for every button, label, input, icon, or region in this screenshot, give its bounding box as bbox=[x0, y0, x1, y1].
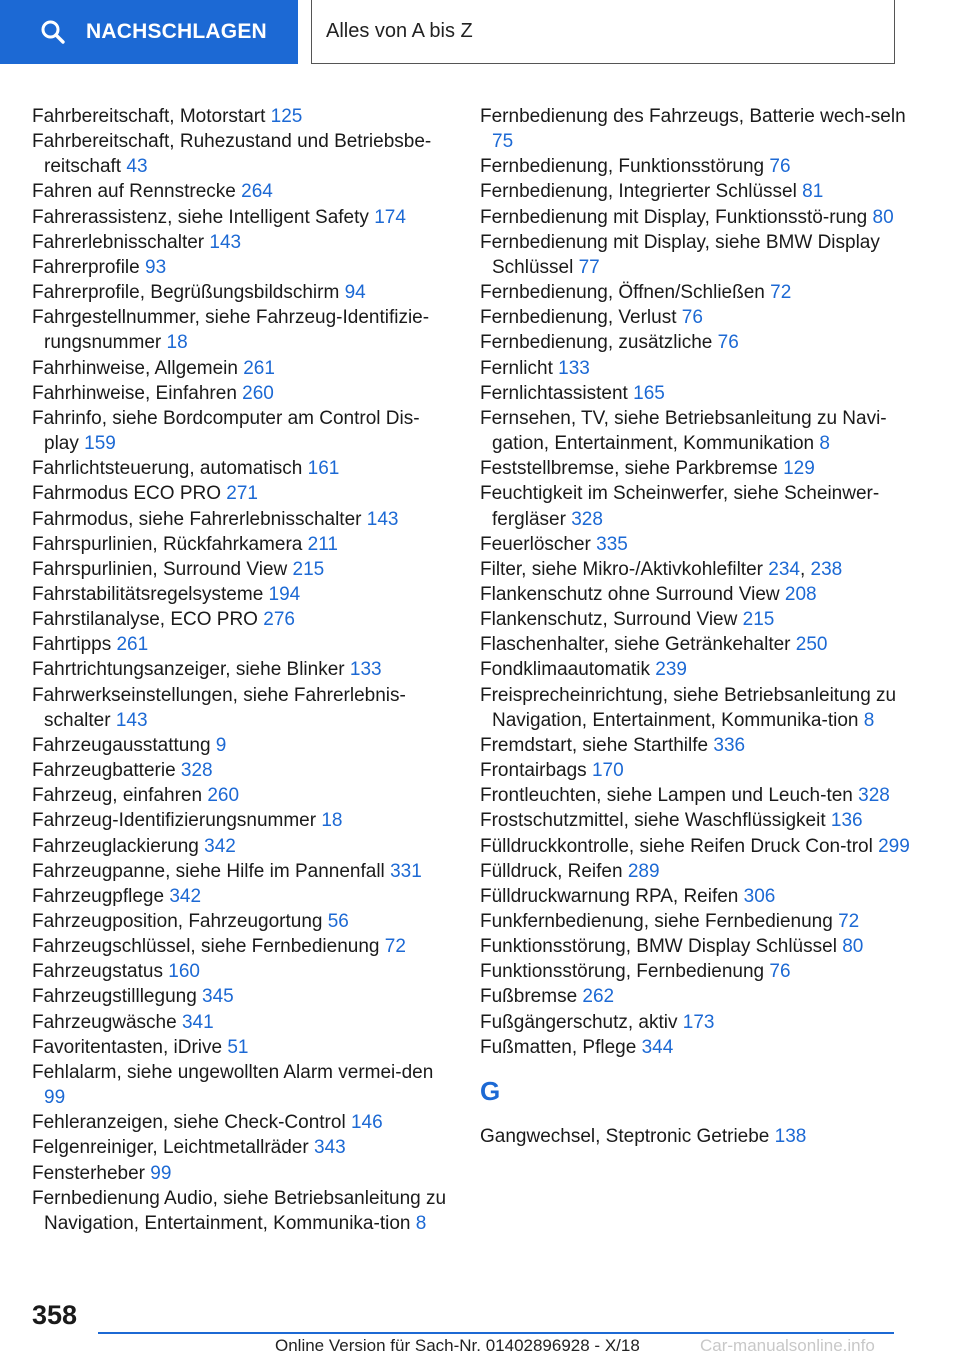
index-entry bbox=[480, 909, 910, 934]
index-entry bbox=[480, 381, 910, 406]
index-entry-term: Fahrbereitschaft, Ruhezustand und Betriebsbe-reitschaft bbox=[32, 131, 432, 178]
index-entry-term: Fernbedienung, zusätzliche bbox=[480, 332, 718, 354]
index-entry bbox=[32, 607, 452, 632]
index-entry-term: Fahrstabilitätsregelsysteme bbox=[32, 583, 269, 605]
index-entry-term: Fahren auf Rennstrecke bbox=[32, 181, 242, 203]
index-entry bbox=[480, 959, 910, 984]
index-entry bbox=[480, 1124, 910, 1149]
index-entry bbox=[480, 154, 910, 179]
page-reference-link[interactable]: 208 bbox=[784, 583, 817, 605]
index-entry-term: Fahrmodus ECO PRO bbox=[32, 483, 227, 505]
index-entry-term: Fülldruckkontrolle, siehe Reifen Druck Con-trol bbox=[480, 835, 879, 857]
index-entry-term: Fahrmodus, siehe Fahrerlebnisschalter bbox=[32, 508, 367, 530]
page-reference-link[interactable]: 125 bbox=[270, 106, 303, 127]
page-reference-link[interactable]: 8 bbox=[863, 709, 875, 731]
index-entry-term: Fahrerlebnisschalter bbox=[32, 231, 210, 253]
page-reference-link[interactable]: 342 bbox=[169, 885, 202, 907]
index-entry bbox=[480, 1035, 910, 1060]
page-reference-link[interactable]: 76 bbox=[681, 307, 703, 329]
index-entry bbox=[480, 859, 910, 884]
page-number: 358 bbox=[32, 1300, 78, 1330]
index-entry bbox=[32, 356, 452, 381]
page-reference-link[interactable]: 260 bbox=[242, 382, 274, 404]
index-entry bbox=[32, 683, 452, 733]
page-separator: , bbox=[799, 558, 811, 580]
page-reference-link[interactable]: 264 bbox=[241, 181, 273, 203]
index-entry-term: Fahrtipps bbox=[32, 634, 117, 656]
index-entry bbox=[32, 456, 452, 481]
page-reference-link[interactable]: 99 bbox=[44, 1087, 66, 1109]
index-entry-term: Fahrerprofile bbox=[32, 256, 145, 278]
index-entry-term: Fülldruckwarnung RPA, Reifen bbox=[480, 885, 744, 907]
page-reference-link[interactable]: 8 bbox=[415, 1212, 427, 1234]
index-entry bbox=[480, 456, 910, 481]
index-entry bbox=[32, 1060, 452, 1110]
index-entry-term: Fernbedienung, Integrierter Schlüssel bbox=[480, 181, 803, 203]
index-entry-term: Fernbedienung mit Display, Funktionsstö-rung bbox=[480, 206, 873, 228]
page-reference-link[interactable]: 173 bbox=[682, 1011, 715, 1033]
page-reference-link[interactable]: 343 bbox=[314, 1137, 346, 1159]
index-entry-term: Fahrzeug, einfahren bbox=[32, 785, 208, 807]
index-entry bbox=[480, 205, 910, 230]
watermark: Car-manualsonline.info bbox=[700, 1336, 875, 1355]
index-entry-term: Fahrzeugposition, Fahrzeugortung bbox=[32, 911, 328, 932]
index-entry bbox=[480, 406, 910, 456]
index-entry bbox=[480, 582, 910, 607]
page-reference-link[interactable]: 261 bbox=[243, 357, 275, 379]
index-entry-term: Fehlalarm, siehe ungewollten Alarm vermei-den bbox=[32, 1061, 434, 1083]
index-entry bbox=[480, 984, 910, 1009]
index-entry bbox=[480, 632, 910, 657]
index-entry-term: Fahrerprofile, Begrüßungsbildschirm bbox=[32, 282, 345, 304]
index-entry-term: Fernsehen, TV, siehe Betriebsanleitung zu Navi-gation, Entertainment, Kommunikation bbox=[480, 407, 887, 455]
index-entry bbox=[480, 1010, 910, 1035]
section-g-entries bbox=[480, 1124, 910, 1149]
section-tab[interactable] bbox=[311, 0, 895, 64]
index-entry-term: Fülldruck, Reifen bbox=[480, 860, 628, 882]
index-entry-term: Funkfernbedienung, siehe Fernbedienung bbox=[480, 911, 839, 932]
page-reference-link[interactable]: 261 bbox=[116, 634, 149, 656]
page-reference-link[interactable]: 80 bbox=[872, 206, 894, 228]
page-reference-link[interactable]: 344 bbox=[641, 1036, 674, 1058]
page-reference-link[interactable]: 250 bbox=[795, 634, 828, 656]
index-entry-term: Fußgängerschutz, aktiv bbox=[480, 1011, 683, 1033]
page-reference-link[interactable]: 51 bbox=[227, 1036, 249, 1058]
index-entry-term: Fernbedienung, Verlust bbox=[480, 307, 682, 329]
index-entry bbox=[32, 104, 452, 129]
index-entry-term: Fahrzeugpflege bbox=[32, 885, 170, 907]
index-entry-term: Fahrerassistenz, siehe Intelligent Safety bbox=[32, 206, 375, 228]
index-entry-term: Gangwechsel, Steptronic Getriebe bbox=[480, 1125, 775, 1147]
index-entry-term: Flankenschutz ohne Surround View bbox=[480, 583, 785, 605]
page-reference-link[interactable]: 8 bbox=[819, 433, 830, 455]
index-entry bbox=[32, 582, 452, 607]
index-entry-term: Feuchtigkeit im Scheinwerfer, siehe Scheinwer-fergläser bbox=[480, 483, 880, 530]
index-entry-term: Fahrinfo, siehe Bordcomputer am Control Dis-play bbox=[32, 407, 420, 455]
index-entry bbox=[32, 1135, 452, 1160]
index-entry bbox=[480, 230, 910, 280]
index-entry-term: Fensterheber bbox=[32, 1162, 151, 1184]
nav-tab-label: NACHSCHLAGEN bbox=[86, 20, 267, 43]
index-entry bbox=[32, 657, 452, 682]
index-entry bbox=[480, 834, 910, 859]
page-reference-link[interactable]: 80 bbox=[842, 936, 864, 958]
index-entry bbox=[480, 607, 910, 632]
page-reference-link[interactable]: 328 bbox=[858, 785, 890, 807]
index-entry bbox=[32, 1161, 452, 1186]
page-reference-link[interactable]: 238 bbox=[810, 558, 843, 580]
page-reference-link[interactable]: 56 bbox=[327, 911, 349, 932]
page-reference-link[interactable]: 136 bbox=[830, 810, 863, 832]
index-entry-term: Fahrzeugwäsche bbox=[32, 1011, 182, 1033]
page-reference-link[interactable]: 146 bbox=[350, 1112, 383, 1134]
index-entry-term: Favoritentasten, iDrive bbox=[32, 1036, 228, 1058]
index-entry bbox=[32, 884, 452, 909]
index-entry-term: Feuerlöscher bbox=[480, 533, 597, 555]
index-entry bbox=[480, 557, 910, 582]
index-entry-term: Funktionsstörung, Fernbedienung bbox=[480, 961, 770, 983]
page-reference-link[interactable]: 43 bbox=[126, 156, 148, 178]
index-entry-term: Fahrgestellnummer, siehe Fahrzeug-Identifizie-rungsnummer bbox=[32, 307, 430, 354]
index-entry bbox=[480, 758, 910, 783]
page-reference-link[interactable]: 129 bbox=[783, 458, 815, 480]
page-reference-link[interactable]: 194 bbox=[268, 583, 301, 605]
index-entry bbox=[480, 356, 910, 381]
page-reference-link[interactable]: 143 bbox=[366, 508, 399, 530]
index-entry bbox=[32, 632, 452, 657]
page-reference-link[interactable]: 271 bbox=[226, 483, 258, 505]
page-reference-link[interactable]: 335 bbox=[596, 533, 628, 555]
page-reference-link[interactable]: 306 bbox=[743, 885, 776, 907]
page-reference-link[interactable]: 93 bbox=[145, 256, 167, 278]
index-entry-term: Fahrzeugausstattung bbox=[32, 734, 216, 756]
index-entry bbox=[32, 557, 452, 582]
index-entry bbox=[32, 1010, 452, 1035]
index-entry bbox=[32, 406, 452, 456]
index-entry bbox=[32, 381, 452, 406]
page-header bbox=[0, 0, 960, 66]
index-entry-term: Fernbedienung Audio, siehe Betriebsanleitung zu Navigation, Entertainment, Kommunika-tion bbox=[32, 1187, 447, 1234]
page-reference-link[interactable]: 76 bbox=[769, 156, 791, 178]
index-entry bbox=[480, 280, 910, 305]
index-entry-term: Feststellbremse, siehe Parkbremse bbox=[480, 458, 784, 480]
index-entry-term: Fremdstart, siehe Starthilfe bbox=[480, 734, 714, 756]
page-reference-link[interactable]: 161 bbox=[307, 458, 340, 480]
index-entry bbox=[32, 733, 452, 758]
index-entry bbox=[32, 255, 452, 280]
index-entry bbox=[32, 230, 452, 255]
index-entry-term: Fahrwerkseinstellungen, siehe Fahrerlebnis-schalter bbox=[32, 684, 406, 731]
index-entry-term: Fernbedienung, Öffnen/Schließen bbox=[480, 282, 771, 304]
index-entry bbox=[32, 984, 452, 1009]
section-title: Alles von A bis Z bbox=[326, 20, 473, 42]
index-entry-term: Freisprecheinrichtung, siehe Betriebsanleitung zu Navigation, Entertainment, Kommunika-tion bbox=[480, 684, 897, 731]
index-entry bbox=[32, 758, 452, 783]
page-reference-link[interactable]: 81 bbox=[802, 181, 824, 203]
section-letter-g: G bbox=[480, 1075, 501, 1106]
index-entry-term: Flaschenhalter, siehe Getränkehalter bbox=[480, 634, 796, 656]
page-reference-link[interactable]: 165 bbox=[633, 382, 665, 404]
page-reference-link[interactable]: 72 bbox=[770, 282, 792, 304]
page-reference-link[interactable]: 72 bbox=[838, 911, 860, 932]
page-reference-link[interactable]: 328 bbox=[571, 508, 603, 530]
page-reference-link[interactable]: 341 bbox=[181, 1011, 214, 1033]
page-reference-link[interactable]: 215 bbox=[292, 558, 325, 580]
index-entry bbox=[480, 481, 910, 531]
page-reference-link[interactable]: 94 bbox=[344, 282, 366, 304]
index-entry bbox=[32, 934, 452, 959]
page-reference-link[interactable]: 9 bbox=[215, 734, 227, 756]
index-entry bbox=[32, 532, 452, 557]
index-entry-term: Funktionsstörung, BMW Display Schlüssel bbox=[480, 936, 843, 958]
page-reference-link[interactable]: 289 bbox=[627, 860, 660, 882]
index-entry-term: Fernlicht bbox=[480, 357, 559, 379]
page-reference-link[interactable]: 143 bbox=[115, 709, 148, 731]
index-entry bbox=[32, 1186, 452, 1236]
footer-divider bbox=[98, 1332, 894, 1334]
page-reference-link[interactable]: 160 bbox=[168, 961, 200, 983]
page-reference-link[interactable]: 328 bbox=[180, 760, 213, 782]
index-entry-term: Fondklimaautomatik bbox=[480, 659, 656, 681]
index-entry bbox=[480, 783, 910, 808]
index-column-right bbox=[480, 104, 910, 1149]
index-entry bbox=[32, 305, 452, 355]
index-entry bbox=[32, 783, 452, 808]
index-entry bbox=[480, 104, 910, 154]
right-entries bbox=[480, 104, 910, 1060]
page-reference-link[interactable]: 276 bbox=[263, 609, 295, 631]
page-reference-link[interactable]: 215 bbox=[742, 609, 775, 631]
index-entry bbox=[480, 884, 910, 909]
page-reference-link[interactable]: 143 bbox=[209, 231, 242, 253]
index-entry bbox=[480, 808, 910, 833]
page-reference-link[interactable]: 76 bbox=[769, 961, 791, 983]
index-entry bbox=[32, 179, 452, 204]
page-reference-link[interactable]: 99 bbox=[150, 1162, 172, 1184]
index-entry-term: Fahrstilanalyse, ECO PRO bbox=[32, 609, 264, 631]
index-column-left bbox=[32, 104, 452, 1236]
index-entry-term: Flankenschutz, Surround View bbox=[480, 609, 743, 631]
page-reference-link[interactable]: 75 bbox=[492, 131, 514, 153]
page-reference-link[interactable]: 239 bbox=[655, 659, 687, 681]
index-entry bbox=[32, 205, 452, 230]
index-entry-term: Fahrzeug-Identifizierungsnummer bbox=[32, 810, 322, 832]
index-entry bbox=[32, 859, 452, 884]
index-entry bbox=[480, 305, 910, 330]
page-reference-link[interactable]: 138 bbox=[774, 1125, 807, 1147]
index-entry-term: Fahrspurlinien, Surround View bbox=[32, 558, 293, 580]
index-entry-term: Fernbedienung, Funktionsstörung bbox=[480, 156, 770, 178]
page-reference-link[interactable]: 76 bbox=[717, 332, 739, 354]
page-reference-link[interactable]: 133 bbox=[558, 357, 590, 379]
index-entry-term: Frostschutzmittel, siehe Waschflüssigkeit bbox=[480, 810, 831, 832]
page-reference-link[interactable]: 331 bbox=[390, 860, 422, 882]
index-entry bbox=[32, 481, 452, 506]
index-entry-term: Felgenreiniger, Leichtmetallräder bbox=[32, 1137, 314, 1159]
page-reference-link[interactable]: 299 bbox=[878, 835, 910, 857]
index-entry-term: Fußbremse bbox=[480, 986, 583, 1008]
page-reference-link[interactable]: 345 bbox=[202, 986, 234, 1008]
index-entry-term: Fahrzeugschlüssel, siehe Fernbedienung bbox=[32, 936, 385, 958]
page-reference-link[interactable]: 133 bbox=[349, 659, 382, 681]
index-entry bbox=[480, 330, 910, 355]
index-entry-term: Frontairbags bbox=[480, 760, 592, 782]
index-entry-term: Filter, siehe Mikro-/Aktivkohlefilter bbox=[480, 558, 769, 580]
index-entry-term: Fehleranzeigen, siehe Check-Control bbox=[32, 1112, 351, 1134]
page-reference-link[interactable]: 18 bbox=[321, 810, 343, 832]
index-entry bbox=[480, 733, 910, 758]
index-entry-term: Fahrhinweise, Allgemein bbox=[32, 357, 244, 379]
index-entry bbox=[32, 280, 452, 305]
index-entry-term: Fahrlichtsteuerung, automatisch bbox=[32, 458, 308, 480]
page-reference-link[interactable]: 18 bbox=[166, 332, 188, 354]
page-reference-link[interactable]: 336 bbox=[713, 734, 746, 756]
index-entry-term: Fahrzeuglackierung bbox=[32, 835, 205, 857]
index-entry bbox=[480, 532, 910, 557]
index-entry-term: Fußmatten, Pflege bbox=[480, 1036, 642, 1058]
index-entry bbox=[480, 683, 910, 733]
page-reference-link[interactable]: 262 bbox=[582, 986, 615, 1008]
index-entry bbox=[32, 909, 452, 934]
page-reference-link[interactable]: 211 bbox=[307, 533, 338, 555]
page-reference-link[interactable]: 77 bbox=[578, 256, 600, 278]
page-reference-link[interactable]: 170 bbox=[591, 760, 624, 782]
page-reference-link[interactable]: 72 bbox=[384, 936, 406, 958]
index-entry bbox=[480, 657, 910, 682]
index-entry-term: Fahrzeugstatus bbox=[32, 961, 169, 983]
index-entry-term: Fahrtrichtungsanzeiger, siehe Blinker bbox=[32, 659, 350, 681]
page-reference-link[interactable]: 234 bbox=[768, 558, 800, 580]
index-entry-term: Fernbedienung mit Display, siehe BMW Display Schlüssel bbox=[480, 231, 880, 278]
index-entry-term: Fahrbereitschaft, Motorstart bbox=[32, 106, 271, 127]
index-entry-term: Fahrzeugbatterie bbox=[32, 760, 181, 782]
index-entry-term: Fahrzeugpanne, siehe Hilfe im Pannenfall bbox=[32, 860, 391, 882]
index-entry bbox=[32, 959, 452, 984]
index-entry-term: Fernbedienung des Fahrzeugs, Batterie wech-seln bbox=[480, 106, 906, 127]
index-entry bbox=[32, 808, 452, 833]
index-entry-term: Fahrhinweise, Einfahren bbox=[32, 382, 243, 404]
index-entry bbox=[32, 1035, 452, 1060]
index-entry bbox=[32, 129, 452, 179]
page-reference-link[interactable]: 260 bbox=[207, 785, 240, 807]
page-reference-link[interactable]: 174 bbox=[374, 206, 406, 228]
nav-tab-nachschlagen[interactable] bbox=[0, 0, 298, 64]
index-entry-term: Fahrzeugstilllegung bbox=[32, 986, 203, 1008]
index-entry-term: Fernlichtassistent bbox=[480, 382, 634, 404]
index-entry bbox=[480, 934, 910, 959]
index-entry bbox=[32, 834, 452, 859]
index-entry-term: Fahrspurlinien, Rückfahrkamera bbox=[32, 533, 308, 555]
footer-online-version: Online Version für Sach-Nr. 01402896928 - X/18 bbox=[275, 1336, 640, 1355]
index-entry bbox=[32, 507, 452, 532]
index-entry bbox=[32, 1110, 452, 1135]
page-reference-link[interactable]: 342 bbox=[204, 835, 236, 857]
search-icon bbox=[40, 19, 66, 45]
index-entry-term: Frontleuchten, siehe Lampen und Leuch-ten bbox=[480, 785, 859, 807]
index-entry bbox=[480, 179, 910, 204]
page-reference-link[interactable]: 159 bbox=[84, 433, 116, 455]
